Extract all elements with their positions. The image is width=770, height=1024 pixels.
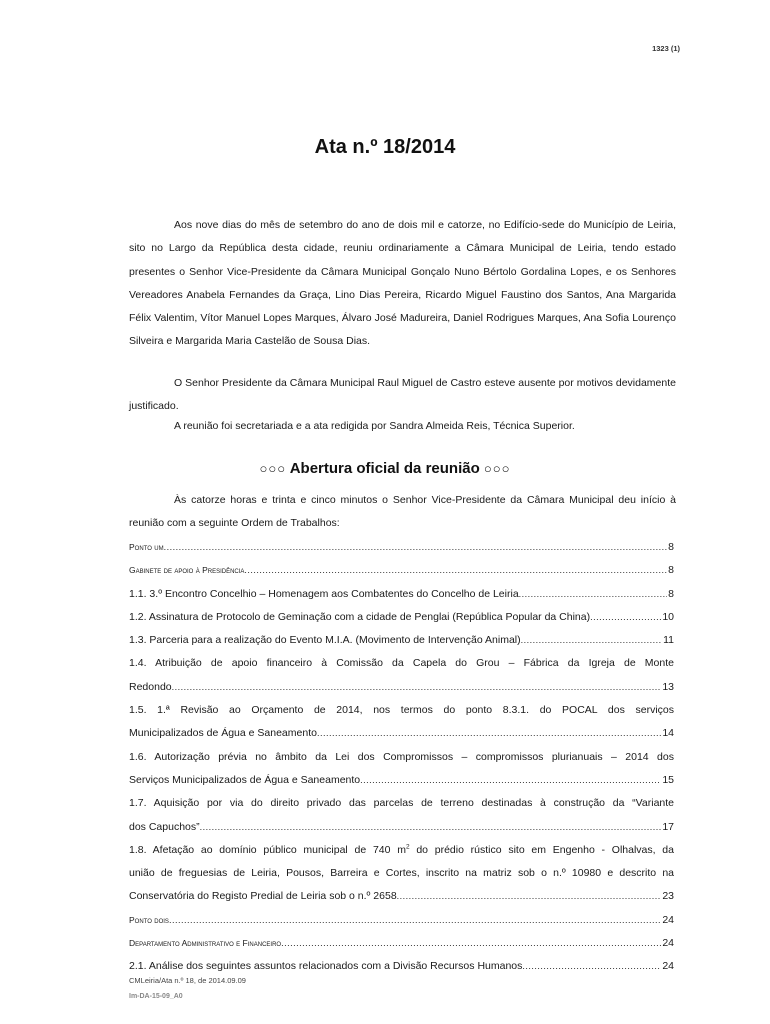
- toc-leader: [281, 932, 661, 955]
- toc-entry-1-4: [129, 676, 674, 699]
- opening-paragraph: Aos nove dias do mês de setembro do ano de dois mil e catorze, no Edifício-sede do Município de Leiria, sito no Largo da República desta cidade, reuniu ordinariamente a Câmara Municipal de Leiria, tendo estado presentes o Senhor Vice-Presidente da Câmara Municipal Gonçalo Nuno Bértolo Gordalina Lopes, e os Senhores Vereadores Anabela Fernandes da Graça, Lino Dias Pereira, Ricardo Miguel Faustino dos Santos, Ana Margarida Félix Valentim, Vítor Manuel Lopes Marques, Álvaro José Madureira, Daniel Rodrigues Marques, Ana Sofia Lourenço Silveira e Margarida Maria Castelão de Sousa Dias.: [129, 219, 676, 348]
- toc-page: 10: [662, 610, 674, 623]
- toc-page: 15: [662, 773, 674, 786]
- toc-label: dos Capuchos”: [129, 820, 200, 833]
- toc-entry-1-1: [129, 583, 674, 606]
- toc-page: 17: [662, 820, 674, 833]
- toc-page: 24: [662, 913, 674, 926]
- toc-page: 14: [662, 727, 674, 740]
- absence-paragraph: O Senhor Presidente da Câmara Municipal Raul Miguel de Castro esteve ausente por motivos devidamente justificado.: [129, 377, 676, 413]
- toc-label: Conservatória do Registo Predial de Leiria sob o n.º 2658: [129, 890, 397, 903]
- toc-page: 23: [662, 890, 674, 903]
- toc-entry-1-8-line1: [129, 839, 674, 862]
- footer-form-code: Im-DA-15-09_A0: [129, 993, 183, 1000]
- toc-entry-1-4-line1: 1.4. Atribuição de apoio financeiro à Comissão da Capela do Grou – Fábrica da Igreja de Monte: [129, 657, 674, 670]
- toc-leader: [164, 536, 668, 559]
- toc-entry-1-8: [129, 885, 674, 908]
- toc-label: 1.1. 3.º Encontro Concelhio – Homenagem aos Combatentes do Concelho de Leiria: [129, 587, 519, 600]
- toc-label: Gabinete de apoio à Presidência: [129, 565, 245, 576]
- toc-entry-1-7-line1: 1.7. Aquisição por via do direito privado das parcelas de terreno destinadas à construção da “Variante: [129, 797, 674, 810]
- table-of-contents: [129, 536, 674, 979]
- toc-entry-1-2: [129, 606, 674, 629]
- toc-leader: [169, 909, 661, 932]
- section-heading-text: Abertura oficial da reunião: [289, 460, 480, 477]
- toc-leader: [397, 885, 662, 908]
- toc-entry-ponto-dois: [129, 909, 674, 932]
- footer-reference: CMLeiria/Ata n.º 18, de 2014.09.09: [129, 976, 246, 985]
- toc-entry-1-5-line1: 1.5. 1.ª Revisão ao Orçamento de 2014, nos termos do ponto 8.3.1. do POCAL dos serviços: [129, 704, 674, 717]
- toc-page: 8: [668, 541, 674, 553]
- toc-entry-1-6: [129, 769, 674, 792]
- toc-page: 24: [662, 960, 674, 973]
- toc-label: Departamento Administrativo e Financeiro: [129, 938, 282, 949]
- agenda-intro-paragraph: Às catorze horas e trinta e cinco minutos o Senhor Vice-Presidente da Câmara Municipal deu início à reunião com a seguinte Ordem de Trabalhos:: [129, 494, 676, 530]
- toc-leader: [172, 676, 662, 699]
- toc-entry-1-7: [129, 816, 674, 839]
- toc-leader: [200, 816, 662, 839]
- toc-entry-gabinete: [129, 559, 674, 582]
- toc-entry-1-3: [129, 629, 674, 652]
- toc-leader: [519, 583, 668, 606]
- toc-label: 2.1. Análise dos seguintes assuntos relacionados com a Divisão Recursos Humanos: [129, 960, 523, 973]
- circles-left: ○○○: [259, 461, 287, 476]
- toc-page: 8: [668, 564, 674, 577]
- section-heading: [0, 460, 770, 477]
- circles-right: ○○○: [483, 461, 511, 476]
- toc-entry-1-8-line2: união de freguesias de Leiria, Pousos, Barreira e Cortes, inscrito na matriz sob o n.º 10980 e descrito na: [129, 867, 674, 880]
- toc-page: 11: [663, 634, 674, 647]
- toc-entry-1-5: [129, 722, 674, 745]
- toc-label: Serviços Municipalizados de Água e Saneamento: [129, 773, 361, 786]
- toc-page: 24: [662, 937, 674, 950]
- superscript: 2: [405, 843, 410, 851]
- toc-text: 1.8. Afetação ao domínio público municipal de 740 m: [129, 843, 406, 856]
- toc-leader: [244, 559, 667, 582]
- secretary-paragraph: A reunião foi secretariada e a ata redigida por Sandra Almeida Reis, Técnica Superior.: [174, 420, 575, 432]
- toc-leader: [521, 629, 662, 652]
- toc-label: Ponto um: [129, 542, 164, 552]
- toc-page: 13: [662, 680, 674, 693]
- toc-leader: [360, 769, 661, 792]
- toc-label: Municipalizados de Água e Saneamento: [129, 727, 317, 740]
- toc-leader: [317, 722, 661, 745]
- document-title: Ata n.º 18/2014: [314, 136, 456, 158]
- toc-label: 1.3. Parceria para a realização do Evento M.I.A. (Movimento de Intervenção Animal): [129, 634, 521, 647]
- page-number: 1323 (1): [652, 44, 680, 53]
- toc-label: Ponto dois: [129, 914, 169, 925]
- toc-entry-ponto-um: [129, 536, 674, 559]
- toc-label: 1.2. Assinatura de Protocolo de Geminação com a cidade de Penglai (República Popular da China): [129, 610, 591, 623]
- toc-entry-1-6-line1: 1.6. Autorização prévia no âmbito da Lei dos Compromissos – compromissos plurianuais – 2014 dos: [129, 750, 674, 763]
- toc-label: Redondo: [129, 680, 172, 693]
- toc-text: do prédio rústico sito em Engenho - Olhalvas, da: [409, 843, 674, 856]
- toc-leader: [522, 955, 661, 978]
- toc-entry-departamento: [129, 932, 674, 955]
- toc-page: 8: [668, 587, 674, 600]
- toc-leader: [590, 606, 661, 629]
